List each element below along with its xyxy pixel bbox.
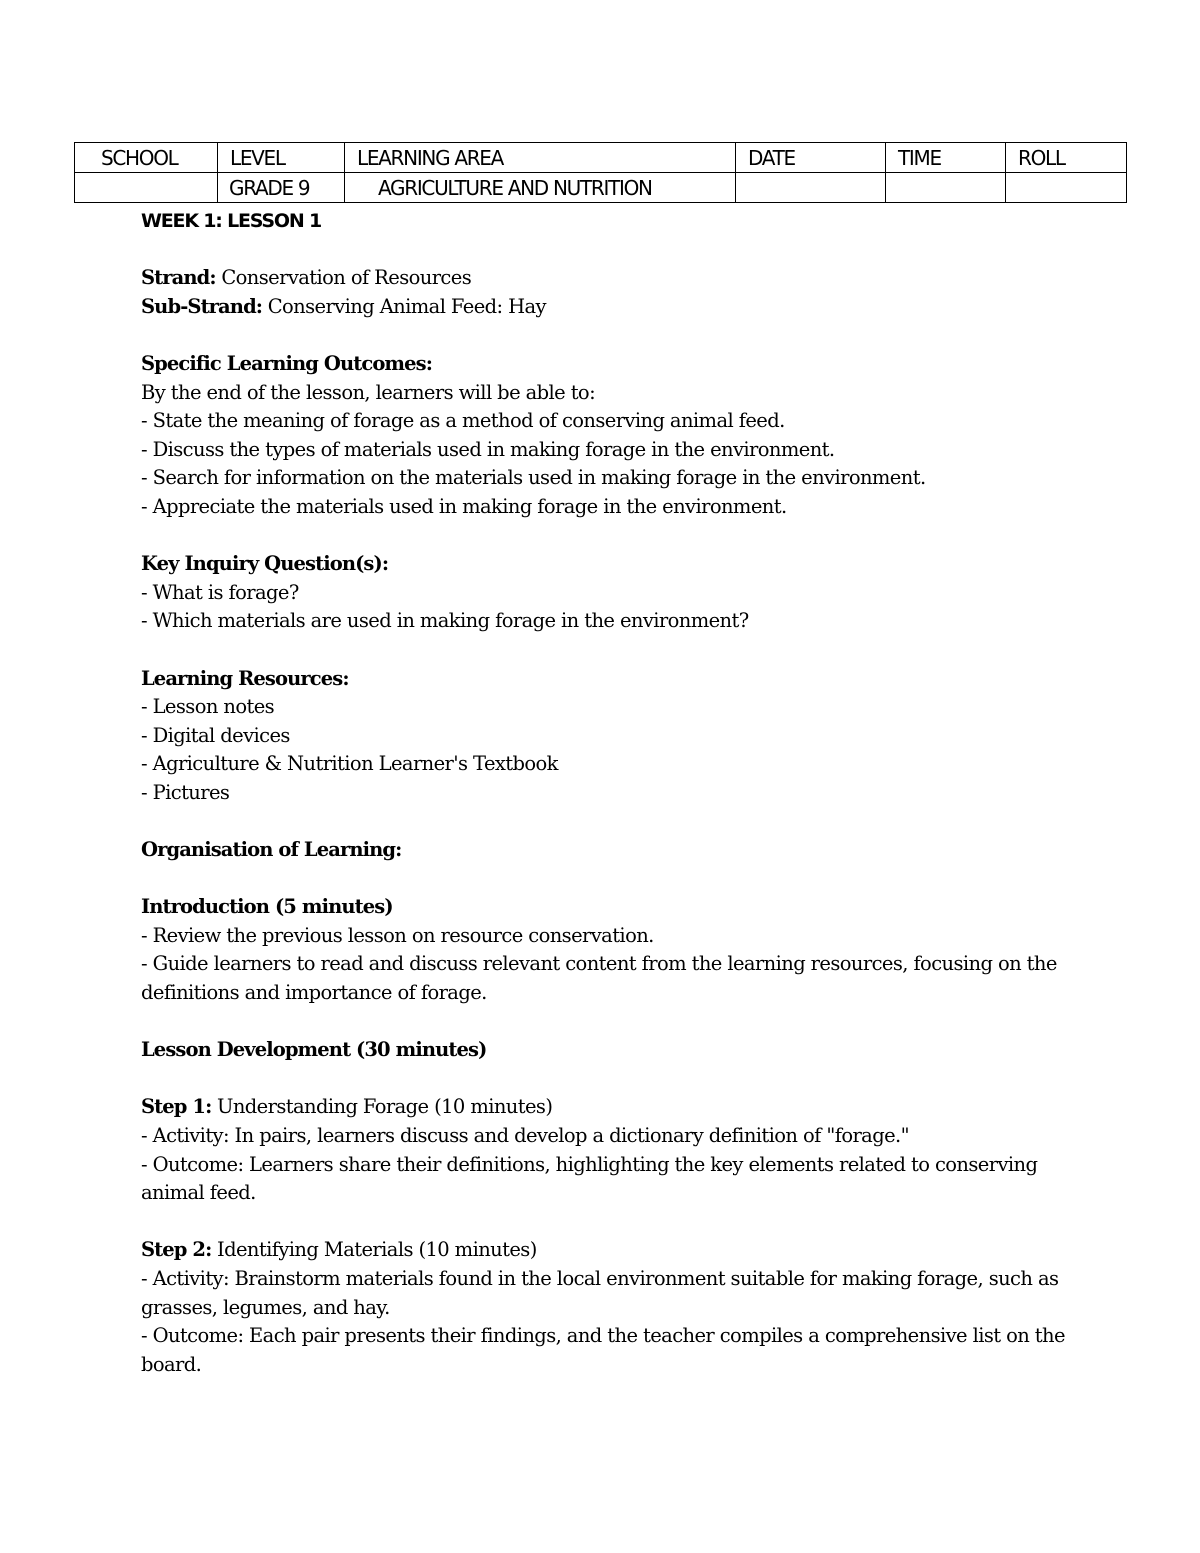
date-header: DATE <box>736 143 886 173</box>
list-item: - Search for information on the materials used in making forage in the environment. <box>141 466 926 490</box>
list-item: - What is forage? <box>141 580 299 604</box>
list-item: - Pictures <box>141 780 230 804</box>
list-item: - Guide learners to read and discuss relevant content from the learning resources, focusing on the definitions and importance of forage. <box>141 952 1057 1005</box>
sub-strand-value: Conserving Animal Feed: Hay <box>267 294 546 318</box>
date-value <box>736 173 886 203</box>
level-value: GRADE 9 <box>218 173 345 203</box>
list-item: - Lesson notes <box>141 695 275 719</box>
level-header: LEVEL <box>218 143 345 173</box>
list-item: - Appreciate the materials used in making forage in the environment. <box>141 494 787 518</box>
introduction-heading: Introduction (5 minutes) <box>141 895 393 919</box>
list-item: - Which materials are used in making forage in the environment? <box>141 609 749 633</box>
strand-line <box>141 264 1081 293</box>
resources-heading: Learning Resources: <box>141 666 349 690</box>
school-value <box>75 173 218 203</box>
strand-label: Strand: <box>141 266 216 290</box>
development-heading: Lesson Development (30 minutes) <box>141 1038 487 1062</box>
school-header: SCHOOL <box>75 143 218 173</box>
time-header: TIME <box>886 143 1006 173</box>
table-header-row <box>75 143 1127 173</box>
list-item: - Discuss the types of materials used in making forage in the environment. <box>141 437 835 461</box>
list-item: - Activity: Brainstorm materials found in the local environment suitable for making forage, such as grasses, legumes, and hay. <box>141 1266 1059 1319</box>
step1-line <box>141 1093 1081 1122</box>
roll-header: ROLL <box>1006 143 1127 173</box>
step2-line <box>141 1236 1081 1265</box>
time-value <box>886 173 1006 203</box>
inquiry-heading: Key Inquiry Question(s): <box>141 552 389 576</box>
sub-strand-line <box>141 293 1081 322</box>
lesson-info-table <box>74 142 1127 203</box>
step2-label: Step 2: <box>141 1238 212 1262</box>
list-item: - State the meaning of forage as a method of conserving animal feed. <box>141 409 785 433</box>
step2-title: Identifying Materials (10 minutes) <box>217 1238 537 1262</box>
learning-area-header: LEARNING AREA <box>345 143 736 173</box>
list-item: - Agriculture & Nutrition Learner's Textbook <box>141 752 558 776</box>
step1-title: Understanding Forage (10 minutes) <box>217 1095 553 1119</box>
lesson-plan-body <box>141 207 1081 1379</box>
list-item: - Review the previous lesson on resource conservation. <box>141 923 654 947</box>
outcomes-intro: By the end of the lesson, learners will be able to: <box>141 380 596 404</box>
sub-strand-label: Sub-Strand: <box>141 294 263 318</box>
outcomes-heading: Specific Learning Outcomes: <box>141 351 433 375</box>
roll-value <box>1006 173 1127 203</box>
step1-label: Step 1: <box>141 1095 212 1119</box>
organisation-heading: Organisation of Learning: <box>141 838 402 862</box>
table-value-row <box>75 173 1127 203</box>
list-item: - Digital devices <box>141 723 290 747</box>
strand-value: Conservation of Resources <box>221 266 472 290</box>
list-item: - Outcome: Learners share their definitions, highlighting the key elements related to conserving animal feed. <box>141 1152 1038 1205</box>
list-item: - Activity: In pairs, learners discuss and develop a dictionary definition of "forage." <box>141 1124 910 1147</box>
list-item: - Outcome: Each pair presents their findings, and the teacher compiles a comprehensive list on the board. <box>141 1324 1065 1376</box>
week-title: WEEK 1: LESSON 1 <box>141 210 321 232</box>
learning-area-value: AGRICULTURE AND NUTRITION <box>345 173 736 203</box>
